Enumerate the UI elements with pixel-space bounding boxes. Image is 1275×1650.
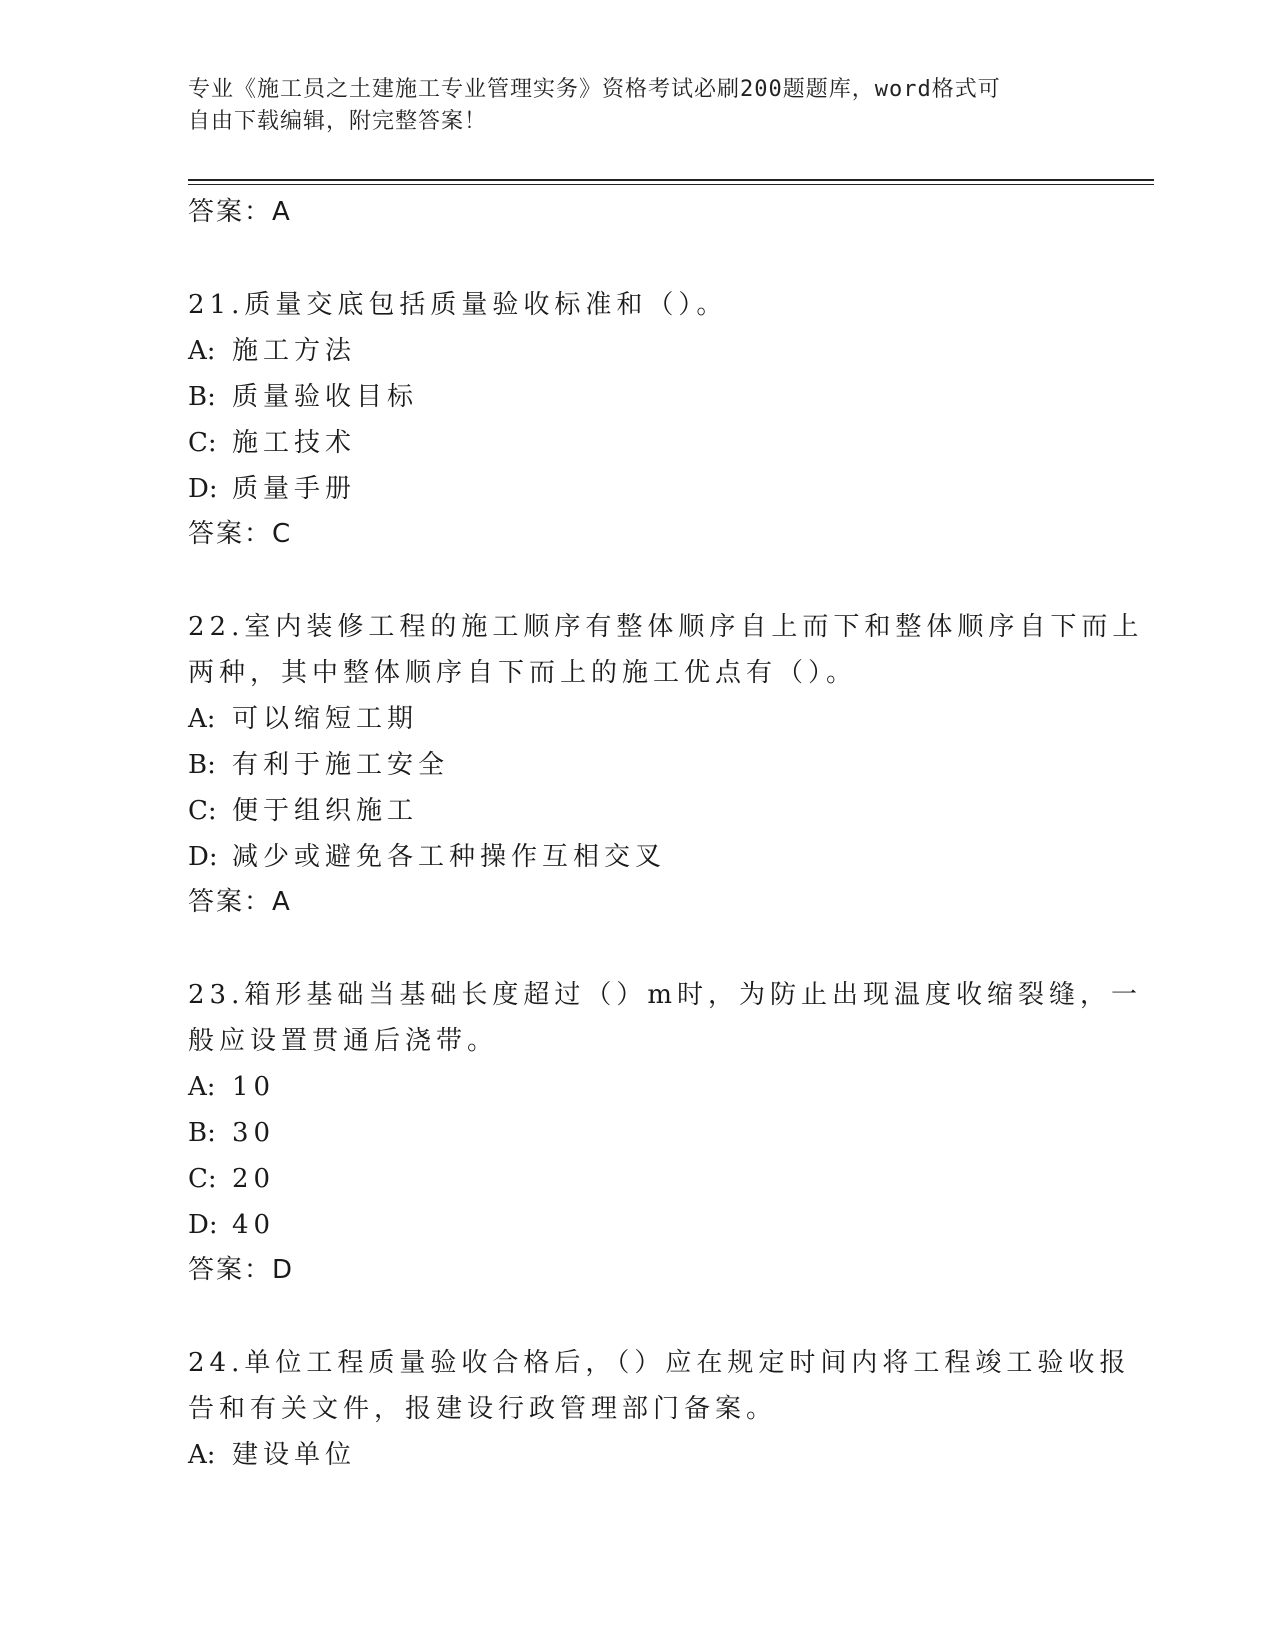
- option-d: D: 减少或避免各工种操作互相交叉: [188, 842, 667, 872]
- option-b: B: 30: [188, 1118, 276, 1148]
- header-line-2: 自由下载编辑，附完整答案！: [188, 109, 488, 134]
- answer-label: 答案：: [188, 197, 273, 227]
- question-23: [188, 972, 1143, 1292]
- option-d: D: 40: [188, 1210, 276, 1240]
- header-rule-thin: [188, 184, 1154, 185]
- question-text-cont: 两种，其中整体顺序自下而上的施工优点有（）。: [188, 658, 858, 688]
- option-a: A: 可以缩短工期: [188, 704, 419, 734]
- option-a: A: 施工方法: [188, 336, 357, 366]
- question-22: [188, 604, 1144, 924]
- question-text: 24.单位工程质量验收合格后，（）应在规定时间内将工程竣工验收报: [188, 1348, 1131, 1378]
- answer-value: C: [272, 519, 292, 549]
- question-list: [188, 190, 1144, 1478]
- header-rule-thick: [188, 179, 1154, 181]
- answer-line: [188, 512, 1088, 556]
- question-21: [188, 282, 1088, 556]
- document-header: [188, 74, 1068, 138]
- question-24: [188, 1340, 1131, 1478]
- option-a: A: 建设单位: [188, 1440, 357, 1470]
- answer-label: 答案：: [188, 1255, 273, 1285]
- option-a: A: 10: [188, 1072, 276, 1102]
- question-text: 21.质量交底包括质量验收标准和（）。: [188, 290, 728, 320]
- option-d: D: 质量手册: [188, 474, 357, 504]
- header-line-1: 专业《施工员之土建施工专业管理实务》资格考试必刷200题题库，word格式可: [188, 77, 1001, 102]
- answer-label: 答案：: [188, 519, 273, 549]
- question-text: 22.室内装修工程的施工顺序有整体顺序自上而下和整体顺序自下而上: [188, 612, 1144, 642]
- answer-value: D: [272, 1255, 294, 1285]
- option-b: B: 质量验收目标: [188, 382, 419, 412]
- option-c: C: 便于组织施工: [188, 796, 419, 826]
- answer-line: [188, 880, 1088, 924]
- answer-value: A: [272, 197, 291, 227]
- answer-value: A: [272, 887, 291, 917]
- answer-line-q20: [188, 190, 1088, 234]
- question-text-cont: 告和有关文件，报建设行政管理部门备案。: [188, 1394, 778, 1424]
- question-text: 23.箱形基础当基础长度超过（）m时，为防止出现温度收缩裂缝，一: [188, 980, 1143, 1010]
- question-text-cont: 般应设置贯通后浇带。: [188, 1026, 499, 1056]
- option-c: C: 施工技术: [188, 428, 357, 458]
- answer-line: [188, 1248, 1088, 1292]
- option-b: B: 有利于施工安全: [188, 750, 450, 780]
- answer-label: 答案：: [188, 887, 273, 917]
- option-c: C: 20: [188, 1164, 276, 1194]
